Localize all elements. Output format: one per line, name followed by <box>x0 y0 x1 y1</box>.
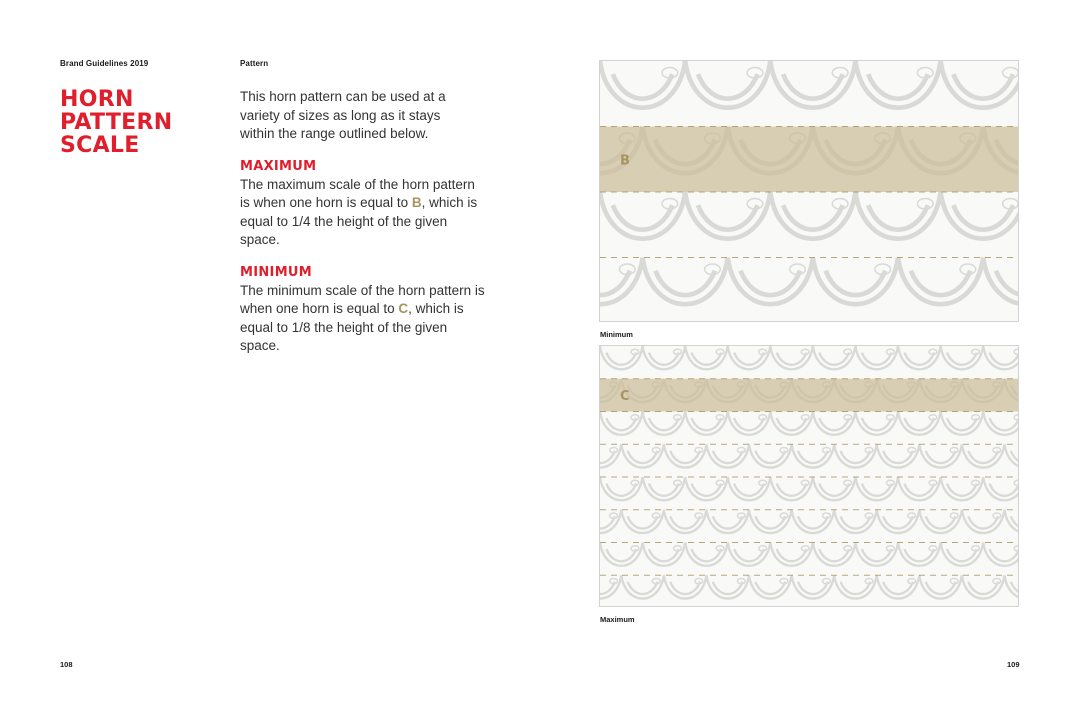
horn-motif <box>1004 510 1019 533</box>
horn-motif <box>983 412 1019 435</box>
page-title <box>60 88 210 157</box>
minimum-paragraph <box>240 282 485 356</box>
title-line: HORN <box>60 87 134 112</box>
title-line: PATTERN <box>60 110 173 135</box>
page-number-right: 109 <box>1007 660 1020 669</box>
horn-motif <box>983 346 1019 369</box>
horn-pattern-small <box>600 346 1019 607</box>
horn-motif <box>983 258 1019 305</box>
horn-bell <box>1014 349 1019 354</box>
band-letter: C <box>620 389 630 405</box>
maximum-paragraph <box>240 176 485 250</box>
intro-paragraph: This horn pattern can be used at a variety of sizes as long as it stays within the range outlined below. <box>240 89 446 141</box>
minimum-heading: MINIMUM <box>240 264 313 280</box>
section-label: Pattern <box>240 59 269 68</box>
horn-motif <box>1004 444 1019 467</box>
horn-bell <box>1014 480 1019 485</box>
pattern-figure-large <box>599 60 1019 322</box>
minimum-text-end: , which is equal to 1/8 the height of the given space. <box>240 301 464 353</box>
scale-band <box>600 127 1019 193</box>
band-letter: B <box>620 153 630 169</box>
page-number-left: 108 <box>60 660 73 669</box>
maximum-text-end: , which is equal to 1/4 the height of the given space. <box>240 195 478 247</box>
maximum-text: The maximum scale of the horn pattern is when one horn is equal to <box>240 176 475 210</box>
figure-caption: Minimum <box>600 330 633 339</box>
maximum-letter: B <box>411 195 422 210</box>
horn-motif <box>983 477 1019 500</box>
title-line: SCALE <box>60 133 140 158</box>
horn-bell <box>1014 546 1019 551</box>
scale-band <box>600 379 1019 412</box>
document-title: Brand Guidelines 2019 <box>60 59 149 68</box>
horn-motif <box>1004 575 1019 598</box>
horn-bell <box>1014 415 1019 420</box>
horn-motif <box>600 258 643 305</box>
pattern-figure-small <box>599 345 1019 607</box>
body-text <box>240 88 502 356</box>
minimum-text: The minimum scale of the horn pattern is when one horn is equal to <box>240 282 485 316</box>
horn-pattern-large <box>600 61 1019 322</box>
figure-caption: Maximum <box>600 615 635 624</box>
horn-motif <box>983 543 1019 566</box>
minimum-letter: C <box>398 301 409 316</box>
maximum-heading: MAXIMUM <box>240 158 317 174</box>
